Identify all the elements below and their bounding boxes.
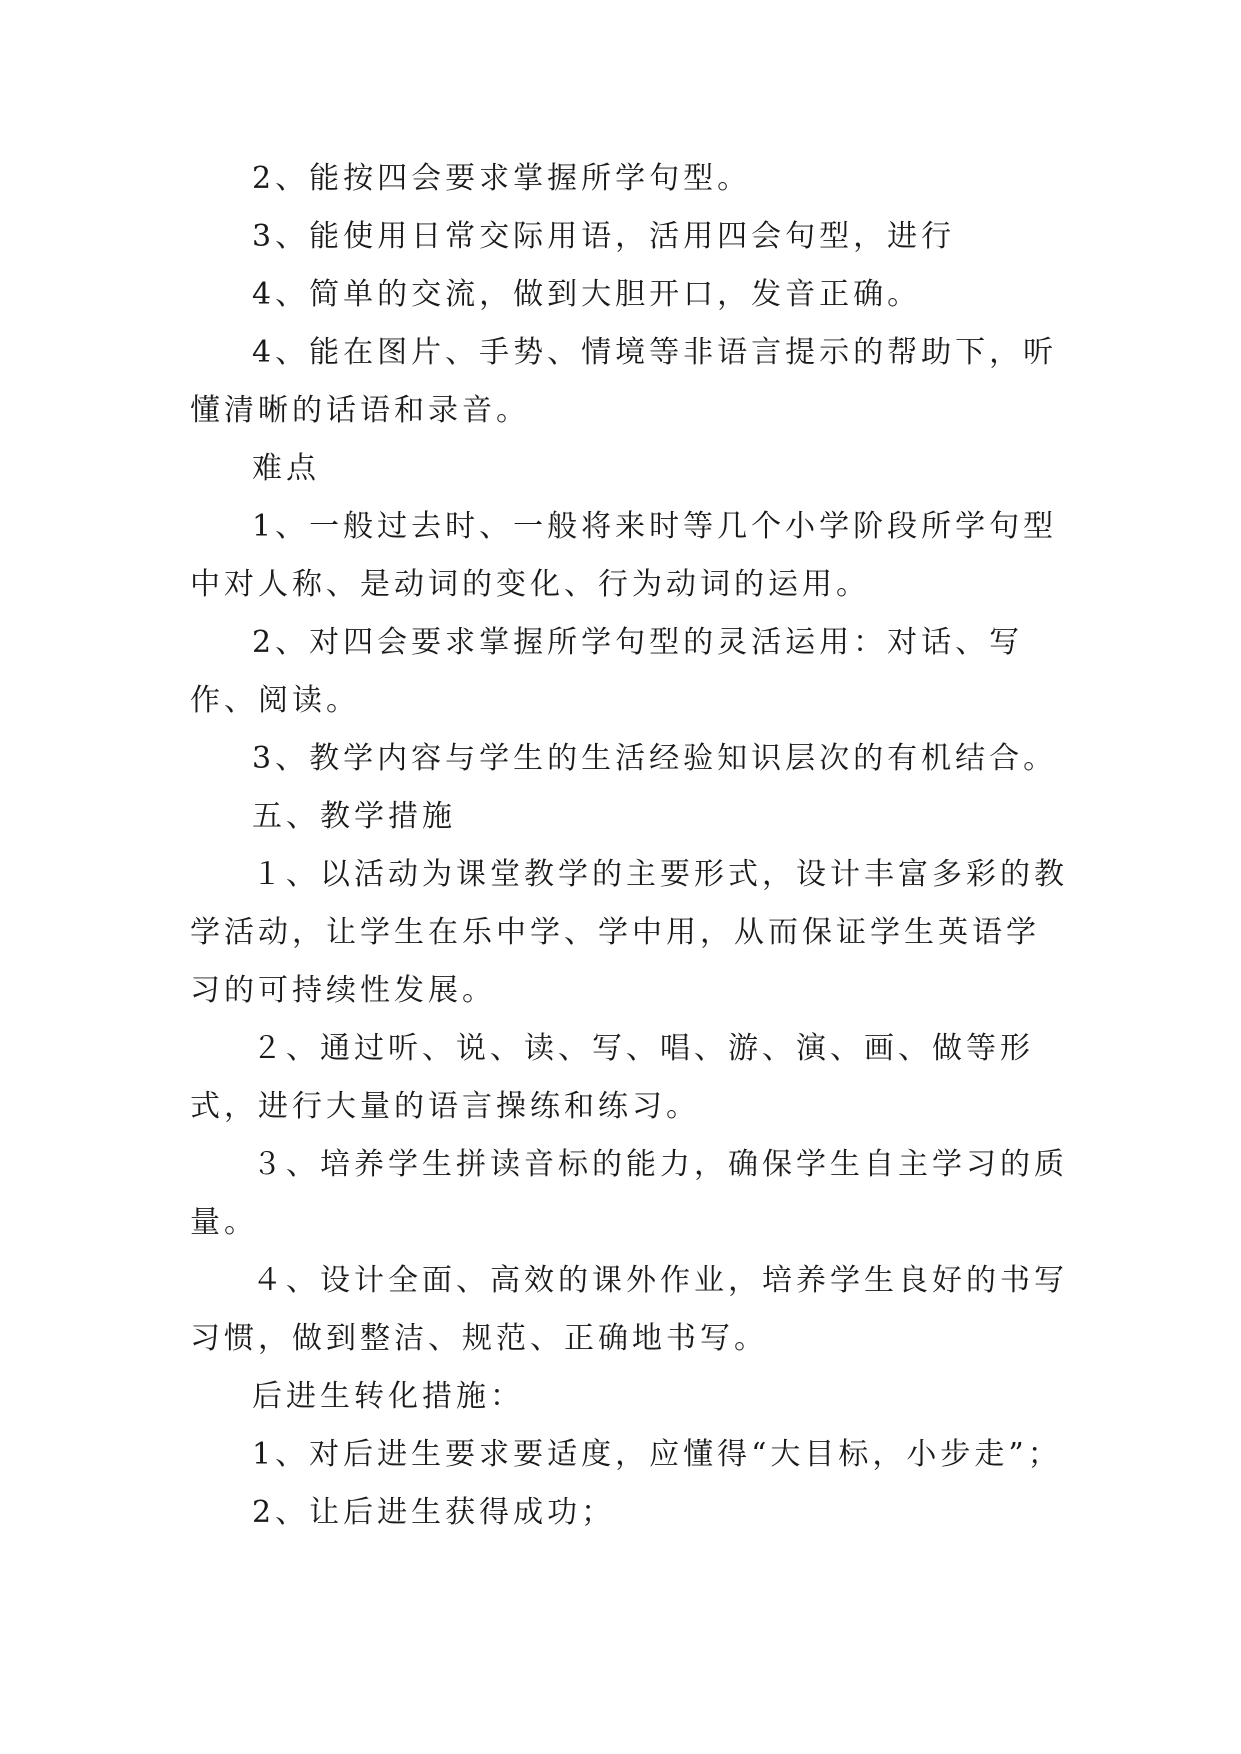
heading-struggling-students: 后进生转化措施： [252,1379,524,1414]
paragraph-measure-4: ４、设计全面、高效的课外作业，培养学生良好的书写习惯，做到整洁、规范、正确地书写。 [190,1263,1068,1356]
heading-teaching-measures: 五、教学措施 [252,799,456,834]
paragraph-measure-2: ２、通过听、说、读、写、唱、游、演、画、做等形式，进行大量的语言操练和练习。 [190,1031,1034,1124]
paragraph-struggling-2: 2、让后进生获得成功； [252,1495,616,1530]
paragraph-difficulty-2: 2、对四会要求掌握所学句型的灵活运用：对话、写作、阅读。 [190,625,1024,718]
paragraph-measure-1: １、以活动为课堂教学的主要形式，设计丰富多彩的教学活动，让学生在乐中学、学中用，从而保证学生英语学习的可持续性发展。 [190,857,1068,1008]
document-body [190,150,1070,1542]
paragraph-goal-2: 2、能按四会要求掌握所学句型。 [252,161,752,196]
paragraph-difficulty-3: 3、教学内容与学生的生活经验知识层次的有机结合。 [252,741,1058,776]
paragraph-goal-3: 3、能使用日常交际用语，活用四会句型，进行 [252,219,956,254]
paragraph-struggling-1: 1、对后进生要求要适度，应懂得“大目标，小步走”； [252,1437,1062,1472]
heading-difficulties: 难点 [252,451,320,486]
paragraph-goal-4b: 4、能在图片、手势、情境等非语言提示的帮助下，听懂清晰的话语和录音。 [190,335,1058,428]
paragraph-measure-3: ３、培养学生拼读音标的能力，确保学生自主学习的质量。 [190,1147,1068,1240]
paragraph-difficulty-1: 1、一般过去时、一般将来时等几个小学阶段所学句型中对人称、是动词的变化、行为动词的运用。 [190,509,1058,602]
paragraph-goal-4a: 4、简单的交流，做到大胆开口，发音正确。 [252,277,922,312]
